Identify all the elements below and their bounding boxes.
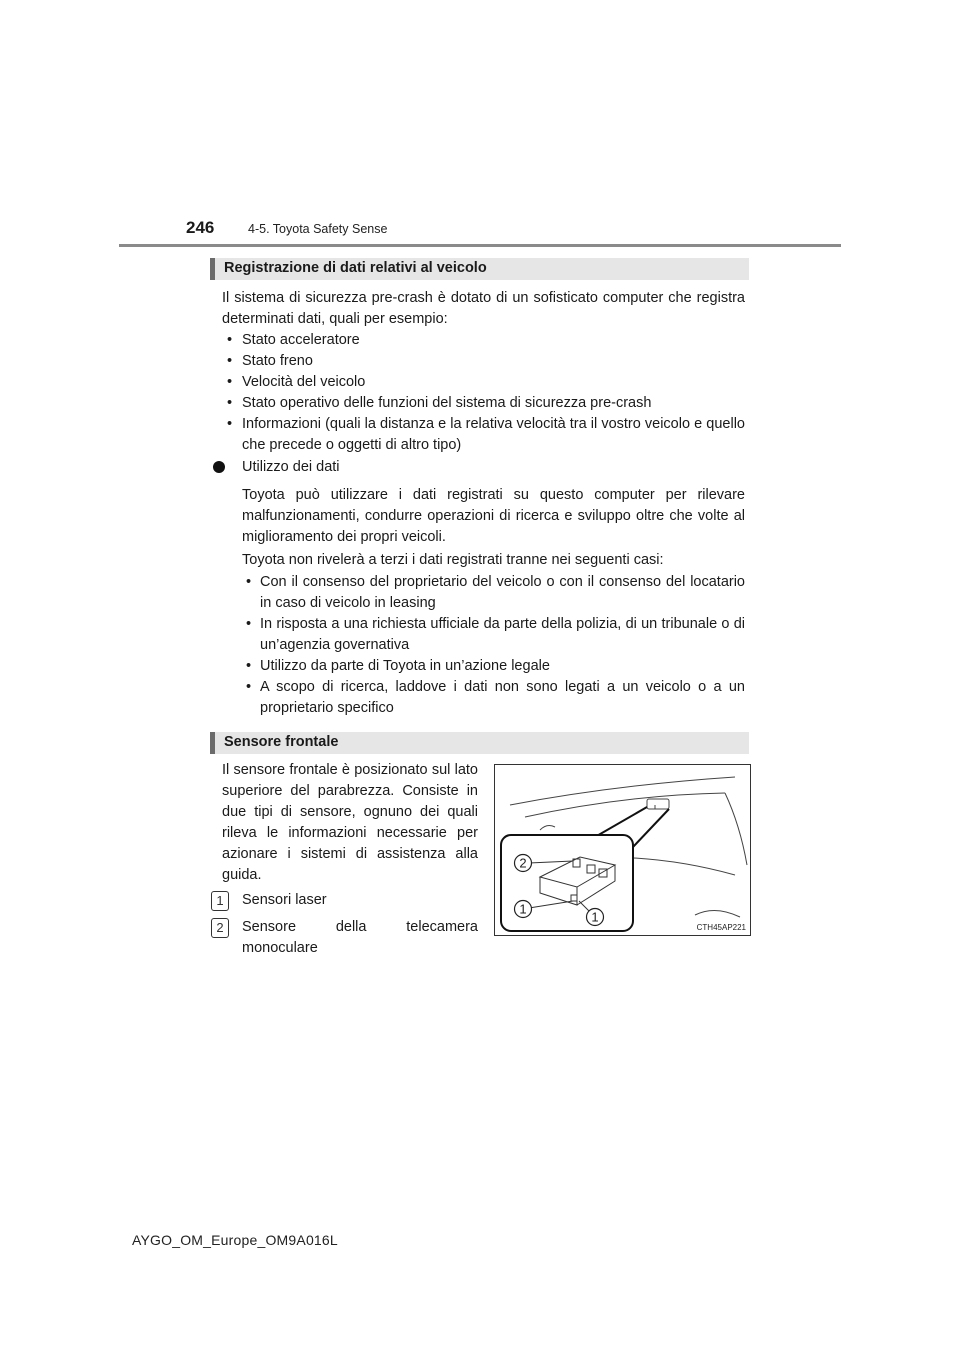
header-rule <box>119 244 841 247</box>
list-item: • Stato operativo delle funzioni del sistema di sicurezza pre-crash <box>227 393 745 414</box>
wiper-mark <box>540 826 555 830</box>
intro-paragraph: Il sistema di sicurezza pre-crash è dotato di un sofisticato computer che registra determinati dati, quali per esempio: <box>222 290 745 327</box>
disclosure-paragraph: Toyota non rivelerà a terzi i dati registrati tranne nei seguenti casi: <box>242 552 664 568</box>
circle-bullet-icon <box>213 461 225 473</box>
section-bar-data-recording <box>210 258 749 280</box>
list-item: • Stato acceleratore <box>227 330 745 351</box>
svg-text:2: 2 <box>519 855 527 871</box>
bullet-dot: • <box>227 353 233 369</box>
section-title: Registrazione di dati relativi al veicolo <box>224 260 487 276</box>
svg-text:1: 1 <box>519 901 527 917</box>
bullet-dot: • <box>246 616 252 632</box>
body-curve <box>695 910 740 917</box>
windshield-illustration <box>495 765 750 935</box>
section-marker <box>210 732 215 754</box>
footer-doc-id: AYGO_OM_Europe_OM9A016L <box>132 1232 338 1248</box>
front-sensor-paragraph: Il sensore frontale è posizionato sul lato superiore del parabrezza. Consiste in due tipi di sensore, ognuno dei quali rileva le informazioni necessarie per azionare i sistemi di assistenza alla guida. <box>222 762 478 883</box>
page-number: 246 <box>186 218 215 237</box>
list-item: • Utilizzo da parte di Toyota in un’azione legale <box>246 656 745 677</box>
list-item: • Informazioni (quali la distanza e la relativa velocità tra il vostro veicolo e quello che precede o oggetti di altro tipo) <box>227 416 745 453</box>
zoom-line-lower <box>633 809 669 847</box>
zoom-line-upper <box>595 807 647 837</box>
list-item: • Con il consenso del proprietario del veicolo o con il consenso del locatario in caso di veicolo in leasing <box>246 574 745 611</box>
list-item: • In risposta a una richiesta ufficiale da parte della polizia, di un tribunale o di un’agenzia governativa <box>246 616 745 653</box>
bullet-dot: • <box>246 679 252 695</box>
a-pillar <box>725 793 747 865</box>
section-reference: 4-5. Toyota Safety Sense <box>248 222 388 236</box>
item-number-1-icon: 1 <box>211 891 229 911</box>
section-marker <box>210 258 215 280</box>
bullet-dot: • <box>227 374 233 390</box>
bullet-dot: • <box>227 332 233 348</box>
callout-1-icon <box>513 899 533 919</box>
item-label-laser-sensors: Sensori laser <box>242 892 327 908</box>
figure-code: CTH45AP221 <box>696 923 746 932</box>
subheading-data-usage: Utilizzo dei dati <box>242 459 340 475</box>
section-bar-front-sensor <box>210 732 749 754</box>
usage-paragraph: Toyota può utilizzare i dati registrati su questo computer per rilevare malfunzionamenti, condurre operazioni di ricerca e sviluppo oltre che volte al miglioramento dei propri veicoli. <box>242 487 745 545</box>
callout-1-icon <box>585 907 605 927</box>
bullet-dot: • <box>246 574 252 590</box>
bullet-dot: • <box>227 416 233 432</box>
sensor-unit <box>647 799 669 809</box>
list-item: • A scopo di ricerca, laddove i dati non sono legati a un veicolo o a un proprietario specifico <box>246 679 745 716</box>
section-title: Sensore frontale <box>224 734 339 750</box>
bullet-dot: • <box>227 395 233 411</box>
list-item: • Stato freno <box>227 351 745 372</box>
bullet-dot: • <box>246 658 252 674</box>
callout-2-icon <box>513 853 533 873</box>
list-item: • Velocità del veicolo <box>227 372 745 393</box>
svg-text:1: 1 <box>591 909 599 925</box>
front-sensor-figure <box>494 764 751 936</box>
item-label-camera-sensor: Sensore della telecamera monoculare <box>242 919 478 956</box>
item-number-2-icon: 2 <box>211 918 229 938</box>
